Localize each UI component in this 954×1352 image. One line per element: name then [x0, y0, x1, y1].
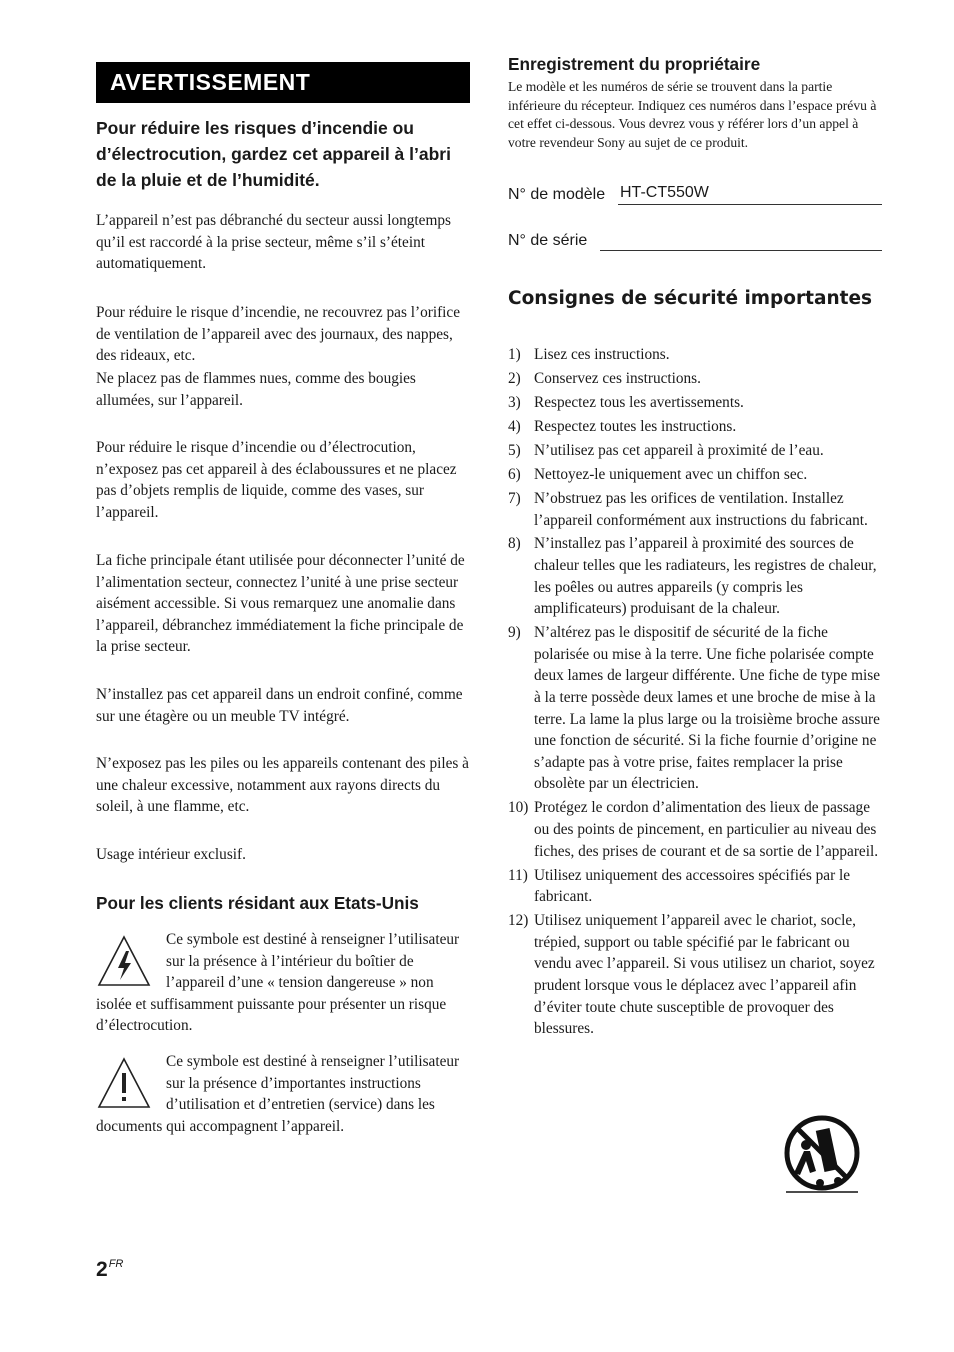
paragraph-mains-plug: La fiche principale étant utilisée pour déconnecter l’unité de l’alimentation secteur, connectez l’unité à une prise secteur aisément accessible. Si vous remarquez une anomalie dans l’appareil, débranchez immédiatement la fiche principale de la prise secteur.: [96, 552, 465, 656]
warning-intro: Pour réduire les risques d’incendie ou d’électrocution, gardez cet appareil à l’abri de la pluie et de l’humidité.: [96, 118, 451, 190]
serial-number-label: N° de série: [508, 232, 588, 249]
safety-list-text: Respectez toutes les instructions.: [534, 417, 737, 435]
safety-list-item: [508, 533, 882, 619]
safety-list-number: 2): [508, 369, 521, 387]
safety-list-item: [508, 368, 882, 390]
serial-number-field: [508, 227, 882, 251]
safety-list-number: 1): [508, 346, 521, 363]
symbol-voltage-text: Ce symbole est destiné à renseigner l’utilisateur sur la présence à l’intérieur du boîtier de l’appareil d’une « tension dangereuse » non isolée et suffisamment puissante pour présenter un risque d’électrocution.: [96, 931, 460, 1035]
safety-list-text: Lisez ces instructions.: [534, 346, 670, 363]
page-number-digit: 2: [96, 1258, 108, 1281]
safety-list-item: [508, 464, 882, 486]
safety-list-text: Nettoyez-le uniquement avec un chiffon sec.: [534, 465, 808, 483]
cart-warning-icon: [780, 1115, 864, 1197]
safety-list-number: 8): [508, 535, 521, 553]
safety-list-text: Respectez tous les avertissements.: [534, 393, 744, 411]
safety-list-item: [508, 488, 882, 531]
lightning-warning-icon: [96, 933, 152, 989]
paragraph-ventilation: Pour réduire le risque d’incendie, ne recouvrez pas l’orifice de ventilation de l’appareil avec des journaux, des nappes, des rideaux, etc.: [96, 304, 460, 365]
safety-list-number: 12): [508, 912, 529, 930]
safety-list-text: Conservez ces instructions.: [534, 369, 701, 387]
safety-list-text: N’obstruez pas les orifices de ventilation. Installez l’appareil conformément aux instructions du fabricant.: [534, 489, 868, 529]
safety-list-text: Utilisez uniquement l’appareil avec le chariot, socle, trépied, support ou table spécifié par le fabricant ou vendu avec l’appareil. Si vous utilisez un chariot, soyez prudent lorsque vous le déplacez avec l’appareil afin d’éviter toute chute susceptible de provoquer des blessures.: [534, 912, 875, 1038]
paragraph-flames: Ne placez pas de flammes nues, comme des bougies allumées, sur l’appareil.: [96, 370, 416, 409]
safety-list-number: 5): [508, 441, 521, 459]
us-customers-heading: Pour les clients résidant aux Etats-Unis: [96, 893, 419, 913]
page-number: [96, 1258, 123, 1282]
safety-list-number: 4): [508, 417, 521, 435]
paragraph-confined: N’installez pas cet appareil dans un endroit confiné, comme sur une étagère ou un meuble TV intégré.: [96, 686, 463, 725]
paragraph-splash: Pour réduire le risque d’incendie ou d’électrocution, n’exposez pas cet appareil à des éclaboussures et ne placez pas d’objets remplis de liquide, comme des vases, sur l’appareil.: [96, 439, 457, 521]
exclamation-warning-icon: [96, 1055, 152, 1111]
safety-list-item: [508, 797, 882, 862]
model-number-value: HT-CT550W: [620, 184, 709, 201]
paragraph-unplug: L’appareil n’est pas débranché du secteur aussi longtemps qu’il est raccordé à la prise secteur, même s’il s’éteint automatiquement.: [96, 212, 451, 273]
safety-list-number: 11): [508, 866, 528, 884]
safety-list-text: Protégez le cordon d’alimentation des lieux de passage ou des points de pincement, en particulier au niveau des fiches, des prises de courant et de sa sortie de l’appareil.: [534, 799, 879, 860]
safety-list-item: [508, 392, 882, 414]
safety-list-text: N’installez pas l’appareil à proximité des sources de chaleur telles que les radiateurs, les registres de chaleur, les poêles ou autres appareils (y compris les amplificateurs) produisant de la chaleur.: [534, 535, 877, 618]
safety-list-number: 9): [508, 624, 521, 642]
symbol-voltage-block: [96, 929, 470, 1037]
safety-list-item: [508, 416, 882, 438]
safety-list-number: 6): [508, 465, 521, 483]
model-number-line: [618, 182, 882, 205]
model-number-label: N° de modèle: [508, 186, 606, 203]
safety-instructions-list: [508, 344, 882, 1042]
warning-banner: AVERTISSEMENT: [96, 62, 470, 103]
paragraph-batteries: N’exposez pas les piles ou les appareils contenant des piles à une chaleur excessive, notamment aux rayons directs du soleil, à une flamme, etc.: [96, 755, 469, 816]
page-number-suffix: FR: [108, 1258, 124, 1270]
model-number-field: [508, 181, 882, 205]
serial-number-line: [600, 228, 882, 251]
owner-registration-text: Le modèle et les numéros de série se trouvent dans la partie inférieure du récepteur. Indiquez ces numéros dans l’espace prévu à cet effet ci-dessous. Vous devrez vous y référer lors d’un appel à votre revendeur Sony au sujet de ce produit.: [508, 79, 877, 150]
symbol-instructions-block: [96, 1051, 470, 1137]
owner-registration-heading: Enregistrement du propriétaire: [508, 54, 761, 74]
symbol-instructions-text: Ce symbole est destiné à renseigner l’utilisateur sur la présence d’importantes instructions d’utilisation et d’entretien (service) dans les documents qui accompagnent l’appareil.: [96, 1053, 460, 1135]
safety-list-item: [508, 910, 882, 1040]
safety-list-number: 7): [508, 489, 521, 507]
safety-list-text: N’utilisez pas cet appareil à proximité de l’eau.: [534, 441, 824, 459]
safety-list-item: [508, 622, 882, 795]
safety-list-item: [508, 440, 882, 462]
safety-list-text: N’altérez pas le dispositif de sécurité de la fiche polarisée ou mise à la terre. Une fiche polarisée compte deux lames de largeur différente. Une fiche de type mise à la terre possède deux lames et une broche de mise à la terre. La lame la plus large ou la troisième broche assure une fonction de sécurité. Si la fiche fournie d’origine ne s’adapte pas à votre prise, faites remplacer la prise obsolète par un électricien.: [534, 624, 881, 793]
safety-list-text: Utilisez uniquement des accessoires spécifiés par le fabricant.: [534, 866, 851, 906]
paragraph-indoor: Usage intérieur exclusif.: [96, 846, 246, 863]
safety-list-item: [508, 865, 882, 908]
safety-instructions-title: Consignes de sécurité importantes: [508, 288, 873, 309]
safety-list-number: 10): [508, 799, 529, 817]
safety-list-item: [508, 344, 882, 366]
safety-list-number: 3): [508, 393, 521, 411]
